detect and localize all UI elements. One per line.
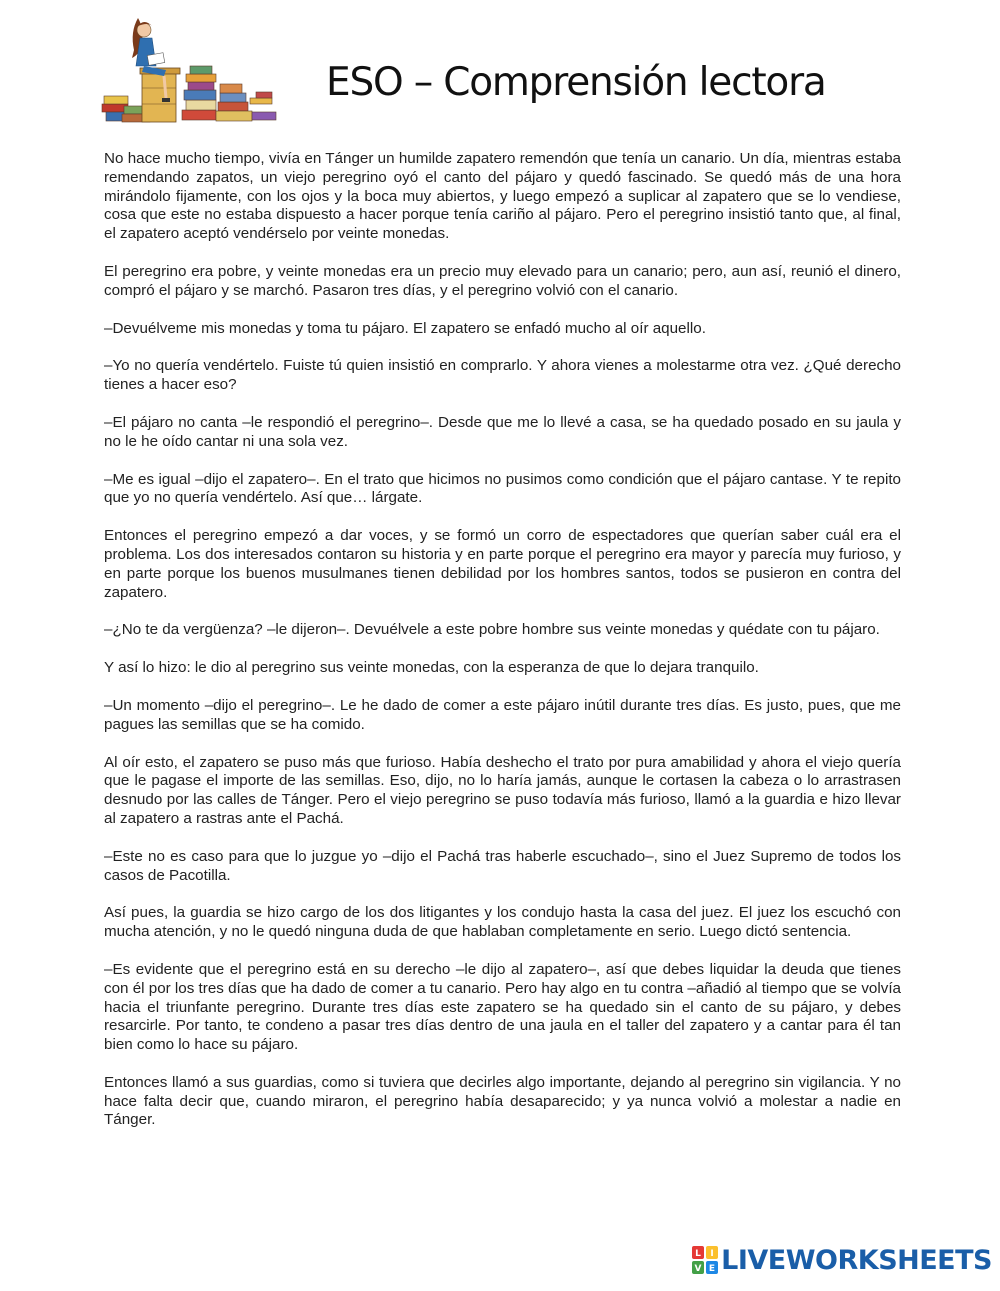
story-paragraph: –¿No te da vergüenza? –le dijeron–. Devuélvele a este pobre hombre sus veinte monedas y quédate con tu pájaro. — [104, 621, 880, 639]
story-paragraph: Entonces llamó a sus guardias, como si tuviera que decirles algo importante, dejando al peregrino sin vigilancia. Y no hace falta decir que, cuando miraron, el peregrino había desaparecido; y ya nunca volvió a molestar a nadie en Tánger. — [104, 1073, 901, 1129]
story-paragraph: No hace mucho tiempo, vivía en Tánger un humilde zapatero remendón que tenía un canario. Un día, mientras estaba remendando zapatos, un viejo peregrino oyó el canto del pájaro y quedó fascinado. Se quedó más de una hora mirándolo fijamente, con los ojos y la boca muy abiertos, y luego empezó a suplicar al zapatero que se lo vendiese, cosa que este no estaba dispuesto a hacer porque tenía cariño al pájaro. Pero el peregrino insistió tanto que, al final, el zapatero aceptó vendérselo por veinte monedas. — [104, 150, 901, 243]
story-paragraph: –Un momento –dijo el peregrino–. Le he dado de comer a este pájaro inútil durante tres días. Es justo, pues, que me pagues las semillas que se ha comido. — [104, 696, 901, 733]
liveworksheets-logo — [691, 1243, 992, 1277]
story-paragraph: Entonces el peregrino empezó a dar voces, y se formó un corro de espectadores que querían saber cuál era el problema. Los dos interesados contaron su historia y en parte porque el peregrino era mayor y parecía muy furioso, y en parte porque los buenos musulmanes tienen debilidad por los hombres santos, todos se pusieron en contra del zapatero. — [104, 527, 901, 601]
story-paragraph: –Devuélveme mis monedas y toma tu pájaro. El zapatero se enfadó mucho al oír aquello. — [104, 319, 706, 337]
brand-icon-letter: L — [695, 1249, 702, 1259]
story-paragraph: –Es evidente que el peregrino está en su derecho –le dijo al zapatero–, así que debes liquidar la deuda que tienes con él por los tres días que ha dado de comer a tu canario. Pero hay algo en tu contra –añadió al tiempo que se volvía hacia el triunfante peregrino. Durante tres días este zapatero se ha quedado sin el canto de su pájaro, y debes resarcirle. Por tanto, te condeno a pasar tres días dentro de una jaula en el taller del zapatero y a cantar para él tan bien como lo hace su pájaro. — [104, 960, 902, 1054]
story-paragraph: –Me es igual –dijo el zapatero–. En el trato que hicimos no pusimos como condición que el pájaro cantase. Y te repito que yo no quería vendértelo. Así que… lárgate. — [104, 470, 901, 507]
brand-name: LIVEWORKSHEETS — [721, 1244, 992, 1276]
brand-icon-letter: I — [710, 1249, 714, 1259]
story-paragraph: El peregrino era pobre, y veinte monedas era un precio muy elevado para un canario; pero, aun así, reunió el dinero, compró el pájaro y se marchó. Pasaron tres días, y el peregrino volvió con el canario. — [104, 262, 901, 299]
story-text — [104, 150, 901, 1149]
story-paragraph: –Este no es caso para que lo juzgue yo –dijo el Pachá tras haberle escuchado–, sino el Juez Supremo de todos los casos de Pacotilla. — [104, 847, 901, 884]
story-paragraph: –El pájaro no canta –le respondió el peregrino–. Desde que me lo llevé a casa, se ha quedado posado en su jaula y no le he oído cantar ni una sola vez. — [104, 413, 901, 450]
story-paragraph: Y así lo hizo: le dio al peregrino sus veinte monedas, con la esperanza de que lo dejara tranquilo. — [104, 659, 759, 677]
girl-reading-on-books-illustration — [100, 14, 280, 126]
page-title: ESO – Comprensión lectora — [326, 60, 826, 105]
story-paragraph: Al oír esto, el zapatero se puso más que furioso. Había deshecho el trato por pura amabilidad y ahora el viejo quería que le pagase el importe de las semillas. Eso, dijo, no lo haría jamás, aunque le cortasen la cabeza o lo arrastrasen desnudo por las calles de Tánger. Pero el viejo peregrino se puso todavía más furioso, llamó a la guardia e hizo llevar al zapatero a rastras ante el Pachá. — [104, 753, 901, 827]
liveworksheets-icon — [691, 1245, 719, 1275]
story-paragraph: Así pues, la guardia se hizo cargo de los dos litigantes y los condujo hasta la casa del juez. El juez los escuchó con mucha atención, y no le quedó ninguna duda de que hablaban completamente en serio. Luego dictó sentencia. — [104, 904, 901, 941]
brand-icon-letter: V — [694, 1264, 702, 1274]
story-paragraph: –Yo no quería vendértelo. Fuiste tú quien insistió en comprarlo. Y ahora vienes a molestarme otra vez. ¿Qué derecho tienes a hacer eso? — [104, 357, 901, 394]
brand-icon-letter: E — [709, 1264, 716, 1274]
